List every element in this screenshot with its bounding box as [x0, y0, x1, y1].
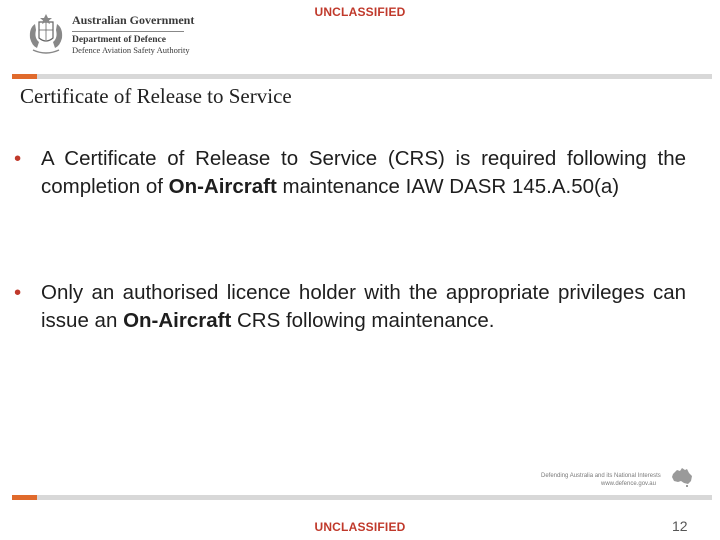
header-rule-accent — [12, 74, 37, 79]
government-branding — [72, 14, 194, 55]
classification-footer: UNCLASSIFIED — [314, 520, 406, 534]
footer-url: www.defence.gov.au — [601, 481, 656, 487]
australia-map-icon — [670, 466, 694, 488]
agency-name: Defence Aviation Safety Authority — [72, 44, 190, 55]
bullet-text — [41, 145, 686, 201]
coat-of-arms-icon — [25, 12, 67, 58]
bullet-item — [14, 279, 686, 335]
page-number: 12 — [672, 518, 688, 534]
bullet-text-bold: On-Aircraft — [168, 175, 277, 198]
bullet-item — [14, 145, 686, 201]
bullet-text-bold: On-Aircraft — [123, 309, 232, 332]
government-name: Australian Government — [72, 13, 195, 27]
branding-divider — [72, 31, 184, 32]
footer-rule-accent — [12, 495, 37, 500]
footer-rule — [12, 495, 712, 500]
bullet-dot-icon: • — [14, 281, 22, 304]
department-name: Department of Defence — [72, 34, 166, 45]
slide-title: Certificate of Release to Service — [20, 84, 292, 108]
bullet-text-part: A Certificate of Release to Service (CRS) is required following the completion of — [41, 147, 686, 198]
bullet-text-part: Only an authorised licence holder with the appropriate privileges can issue an — [41, 281, 686, 332]
header-rule — [12, 74, 712, 79]
bullet-dot-icon: • — [14, 147, 22, 170]
bullet-text-part: CRS following maintenance. — [231, 309, 495, 332]
classification-header: UNCLASSIFIED — [314, 5, 406, 19]
footer-tagline: Defending Australia and its National Interests — [541, 473, 661, 479]
bullet-text — [41, 279, 686, 335]
bullet-text-part: maintenance IAW DASR 145.A.50(a) — [276, 175, 620, 198]
